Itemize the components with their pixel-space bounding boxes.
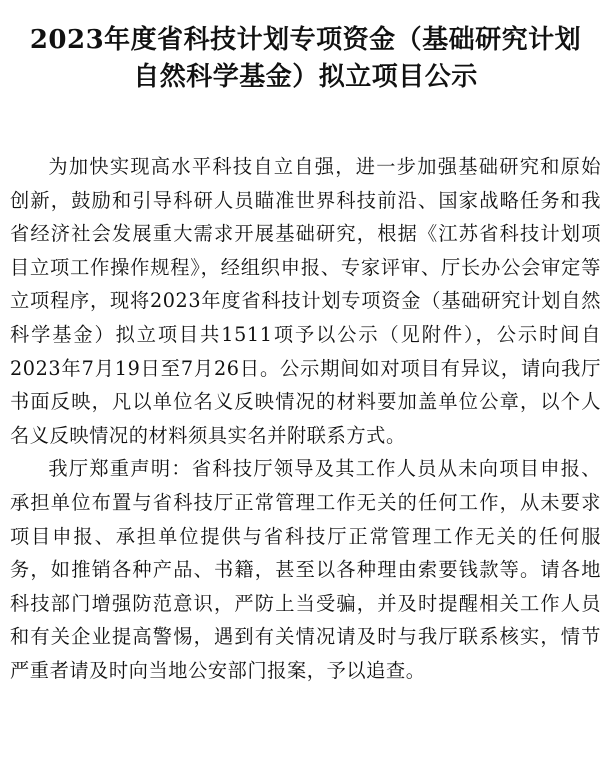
- title-line-1: 2023年度省科技计划专项资金（基础研究计划: [29, 25, 582, 55]
- paragraph-declaration: 我厅郑重声明：省科技厅领导及其工作人员从未向项目申报、承担单位布置与省科技厅正常管理工作无关的任何工作，从未要求项目申报、承担单位提供与省科技厅正常管理工作无关的任何服务，如推销各种产品、书籍，甚至以各种理由索要钱款等。请各地科技部门增强防范意识，严防上当受骗，并及时提醒相关工作人员和有关企业提高警惕，遇到有关情况请及时与我厅联系核实，情节严重者请及时向当地公安部门报案，予以追查。: [10, 457, 601, 682]
- document-body: [10, 150, 601, 688]
- document-title: [10, 22, 601, 96]
- title-line-2: 自然科学基金）拟立项目公示: [133, 62, 478, 92]
- paragraph-announcement: 为加快实现高水平科技自立自强，进一步加强基础研究和原始创新，鼓励和引导科研人员瞄准世界科技前沿、国家战略任务和我省经济社会发展重大需求开展基础研究，根据《江苏省科技计划项目立项工作操作规程》，经组织申报、专家评审、厅长办公会审定等立项程序，现将2023年度省科技计划专项资金（基础研究计划自然科学基金）拟立项目共1511项予以公示（见附件），公示时间自2023年7月19日至7月26日。公示期间如对项目有异议，请向我厅书面反映，凡以单位名义反映情况的材料要加盖单位公章，以个人名义反映情况的材料须具实名并附联系方式。: [10, 155, 601, 447]
